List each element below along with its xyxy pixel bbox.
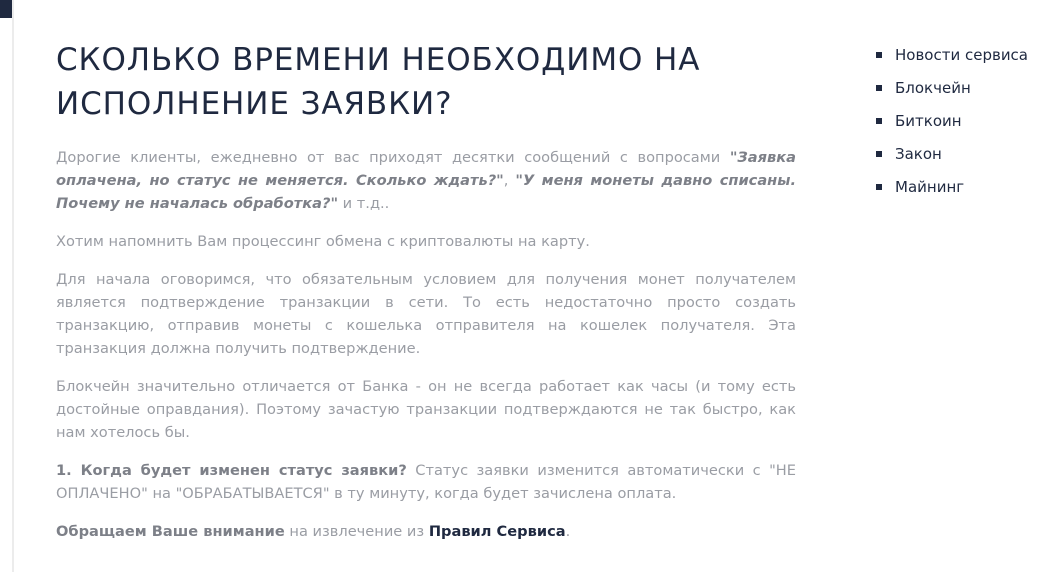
faq-question: 1. Когда будет изменен статус заявки?: [56, 462, 407, 479]
sidebar-item-label[interactable]: Биткоин: [895, 111, 962, 130]
sidebar-item-law[interactable]: [876, 137, 1051, 170]
sidebar-item-service-news[interactable]: [876, 38, 1051, 71]
notice-lead: Обращаем Ваше внимание: [56, 523, 285, 540]
left-divider: [12, 0, 14, 572]
square-bullet-icon: [876, 151, 882, 157]
sidebar-item-bitcoin[interactable]: [876, 104, 1051, 137]
square-bullet-icon: [876, 184, 882, 190]
sidebar-item-label[interactable]: Закон: [895, 144, 942, 163]
quote-status-unchanged: "Заявка оплачена, но статус не меняется. Сколько ждать?": [56, 149, 796, 189]
faq-answer: Статус заявки изменится автоматически с "НЕ ОПЛАЧЕНО" на "ОБРАБАТЫВАЕТСЯ" в ту минуту, когда будет зачислена оплата.: [56, 462, 796, 502]
notice-end: .: [565, 523, 571, 540]
intro-lead: Дорогие клиенты, ежедневно от вас приходят десятки сообщений с вопросами: [56, 149, 730, 166]
intro-tail: и т.д..: [338, 195, 390, 212]
article-paragraph-intro: [56, 146, 796, 215]
notice-middle: на извлечение из: [284, 523, 429, 540]
sidebar-item-mining[interactable]: [876, 170, 1051, 203]
article-paragraph-confirmation: Для начала оговоримся, что обязательным условием для получения монет получателем является подтверждение транзакции в сети. То есть недостаточно просто создать транзакцию, отправив монеты с кошелька отправителя на кошелек получателя. Эта транзакция должна получить подтверждение.: [56, 271, 796, 357]
square-bullet-icon: [876, 118, 882, 124]
article-paragraph-blockchain: Блокчейн значительно отличается от Банка - он не всегда работает как часы (и тому есть достойные оправдания). Поэтому зачастую транзакции подтверждаются не так быстро, как нам хотелось бы.: [56, 378, 796, 441]
quote-coins-debited: "У меня монеты давно списаны. Почему не началась обработка?": [56, 172, 796, 212]
sidebar-item-label[interactable]: Новости сервиса: [895, 45, 1029, 64]
article-title: СКОЛЬКО ВРЕМЕНИ НЕОБХОДИМО НА ИСПОЛНЕНИЕ ЗАЯВКИ?: [56, 42, 701, 122]
article-paragraph-notice: [56, 520, 796, 543]
corner-accent: [0, 0, 12, 18]
intro-separator: ,: [503, 172, 516, 189]
article-paragraph-processing: Хотим напомнить Вам процессинг обмена с криптовалюты на карту.: [56, 233, 590, 250]
sidebar-item-label[interactable]: Блокчейн: [895, 78, 971, 97]
article-paragraph-faq-1: [56, 459, 796, 505]
sidebar-item-blockchain[interactable]: [876, 71, 1051, 104]
square-bullet-icon: [876, 52, 882, 58]
service-rules-link[interactable]: Правил Сервиса: [428, 523, 566, 540]
category-sidebar: [876, 38, 1051, 203]
article: [56, 38, 796, 558]
square-bullet-icon: [876, 85, 882, 91]
sidebar-item-label[interactable]: Майнинг: [895, 177, 965, 196]
